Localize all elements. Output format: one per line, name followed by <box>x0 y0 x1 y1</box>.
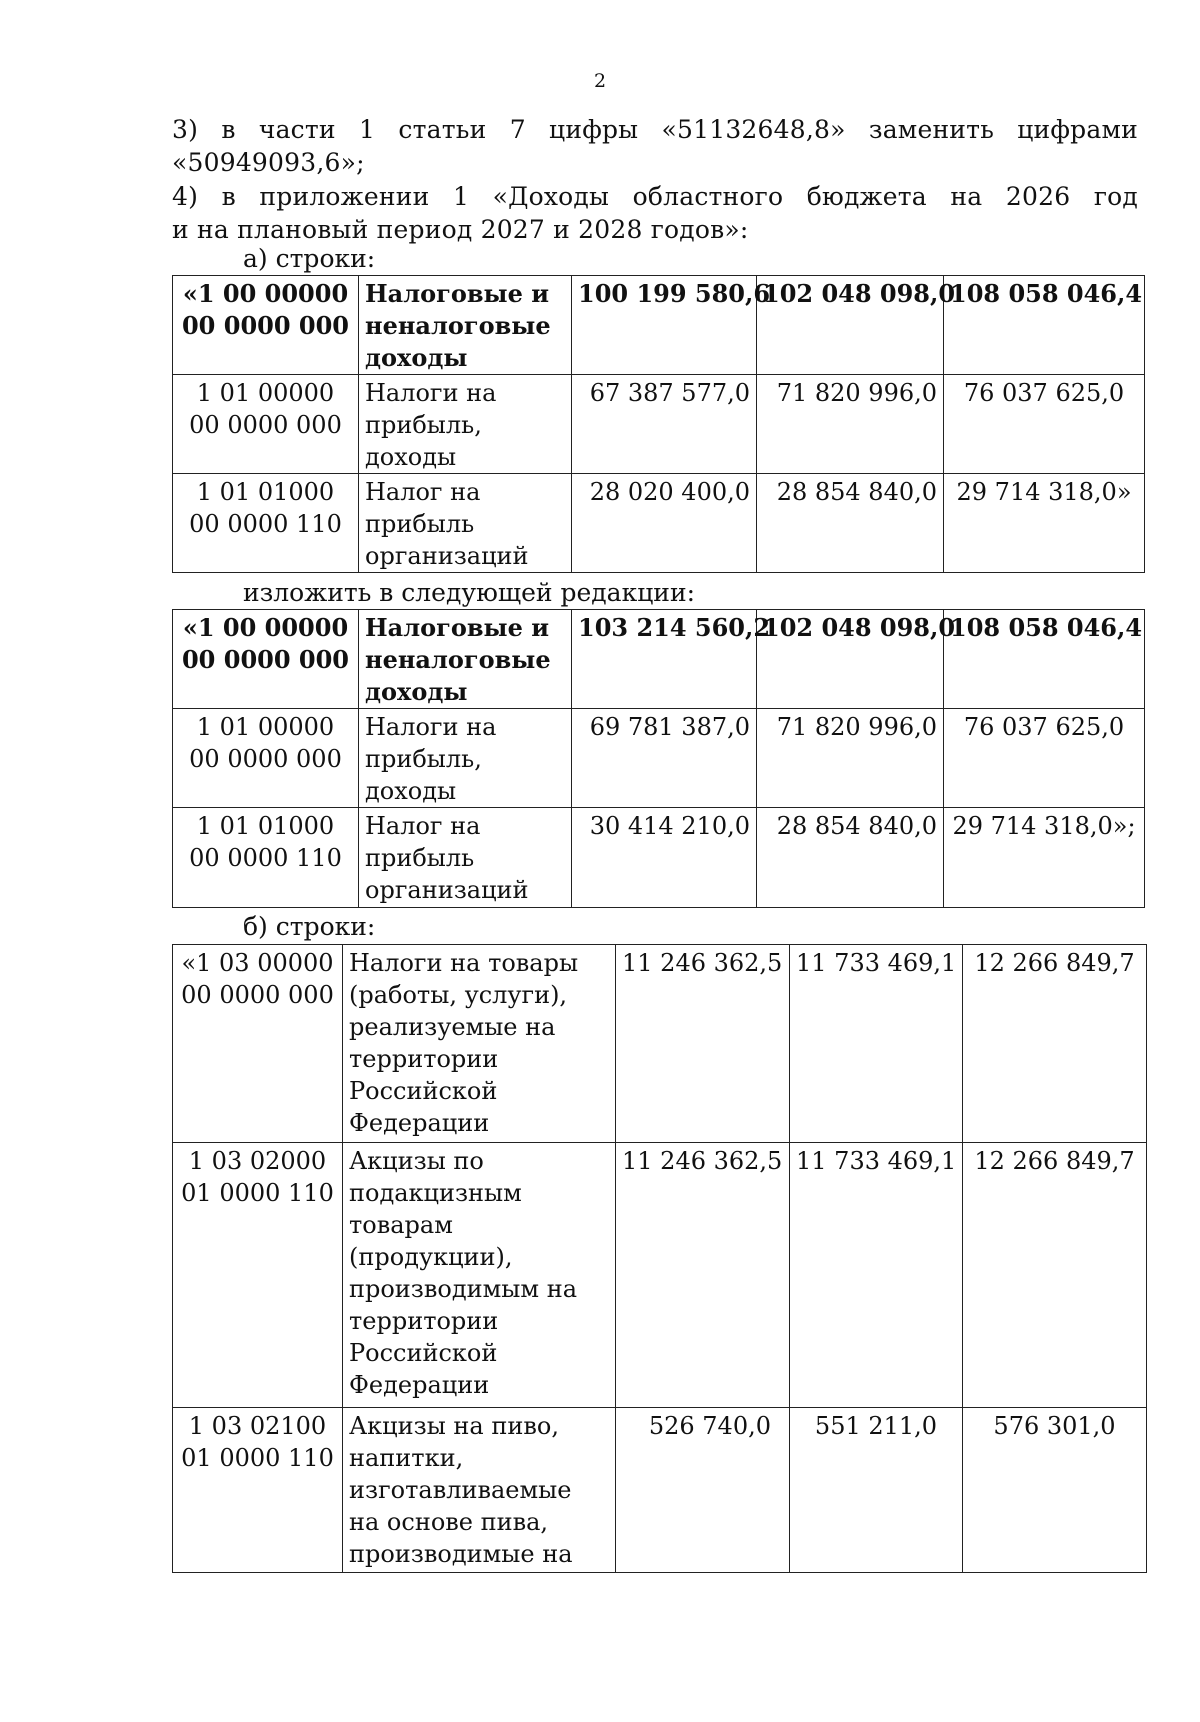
table-a-old <box>172 275 1145 573</box>
table-row <box>173 276 1145 375</box>
code-cell: 1 01 00000 00 0000 000 <box>173 709 359 808</box>
caption-replace: изложить в следующей редакции: <box>243 578 696 607</box>
name-cell: Акцизы на пиво, напитки, изготавливаемые на основе пива, производимые на <box>343 1408 616 1573</box>
value-2026-cell: 28 020 400,0 <box>572 474 757 573</box>
value-2026-cell: 526 740,0 <box>616 1408 790 1573</box>
name-cell: Налог на прибыль организаций <box>359 474 572 573</box>
value-2027-cell: 102 048 098,0 <box>757 276 944 375</box>
value-2027-cell: 28 854 840,0 <box>757 474 944 573</box>
table-row <box>173 945 1147 1143</box>
value-2027-cell: 71 820 996,0 <box>757 375 944 474</box>
value-2028-cell: 76 037 625,0 <box>944 375 1145 474</box>
item-4-line-1: 4) в приложении 1 «Доходы областного бюджета на 2026 год <box>172 182 1138 211</box>
table-row <box>173 375 1145 474</box>
value-2026-cell: 103 214 560,2 <box>572 610 757 709</box>
code-cell: «1 03 00000 00 0000 000 <box>173 945 343 1143</box>
item-3-line-1: 3) в части 1 статьи 7 цифры «51132648,8» заменить цифрами <box>172 115 1138 144</box>
code-cell: 1 03 02000 01 0000 110 <box>173 1143 343 1408</box>
page-number: 2 <box>593 70 607 92</box>
value-2026-cell: 67 387 577,0 <box>572 375 757 474</box>
code-cell: «1 00 00000 00 0000 000 <box>173 610 359 709</box>
value-2028-cell: 108 058 046,4 <box>944 276 1145 375</box>
value-2028-cell: 76 037 625,0 <box>944 709 1145 808</box>
code-cell: «1 00 00000 00 0000 000 <box>173 276 359 375</box>
value-2028-cell: 12 266 849,7 <box>963 1143 1147 1408</box>
name-cell: Налоговые и неналоговые доходы <box>359 610 572 709</box>
code-cell: 1 03 02100 01 0000 110 <box>173 1408 343 1573</box>
value-2027-cell: 551 211,0 <box>790 1408 963 1573</box>
name-cell: Акцизы по подакцизным товарам (продукции), производимым на территории Российской Федерации <box>343 1143 616 1408</box>
value-2028-cell: 12 266 849,7 <box>963 945 1147 1143</box>
table-a-new <box>172 609 1145 908</box>
name-cell: Налоги на прибыль, доходы <box>359 709 572 808</box>
name-cell: Налоги на прибыль, доходы <box>359 375 572 474</box>
name-cell: Налоги на товары (работы, услуги), реализуемые на территории Российской Федерации <box>343 945 616 1143</box>
value-2027-cell: 11 733 469,1 <box>790 945 963 1143</box>
value-2028-cell: 576 301,0 <box>963 1408 1147 1573</box>
value-2028-cell: 108 058 046,4 <box>944 610 1145 709</box>
caption-b: б) строки: <box>243 912 376 941</box>
code-cell: 1 01 01000 00 0000 110 <box>173 474 359 573</box>
caption-a: а) строки: <box>243 244 376 273</box>
table-row <box>173 474 1145 573</box>
table-row <box>173 1143 1147 1408</box>
value-2026-cell: 100 199 580,6 <box>572 276 757 375</box>
value-2027-cell: 71 820 996,0 <box>757 709 944 808</box>
table-row <box>173 709 1145 808</box>
value-2026-cell: 69 781 387,0 <box>572 709 757 808</box>
value-2027-cell: 11 733 469,1 <box>790 1143 963 1408</box>
value-2026-cell: 11 246 362,5 <box>616 945 790 1143</box>
value-2028-cell: 29 714 318,0»; <box>944 808 1145 908</box>
value-2027-cell: 28 854 840,0 <box>757 808 944 908</box>
code-cell: 1 01 00000 00 0000 000 <box>173 375 359 474</box>
table-b <box>172 944 1147 1573</box>
table-row <box>173 808 1145 908</box>
item-4-line-2: и на плановый период 2027 и 2028 годов»: <box>172 215 749 244</box>
item-3-line-2: «50949093,6»; <box>172 148 365 177</box>
value-2026-cell: 30 414 210,0 <box>572 808 757 908</box>
code-cell: 1 01 01000 00 0000 110 <box>173 808 359 908</box>
table-row <box>173 1408 1147 1573</box>
value-2028-cell: 29 714 318,0» <box>944 474 1145 573</box>
value-2027-cell: 102 048 098,0 <box>757 610 944 709</box>
table-row <box>173 610 1145 709</box>
name-cell: Налог на прибыль организаций <box>359 808 572 908</box>
name-cell: Налоговые и неналоговые доходы <box>359 276 572 375</box>
value-2026-cell: 11 246 362,5 <box>616 1143 790 1408</box>
